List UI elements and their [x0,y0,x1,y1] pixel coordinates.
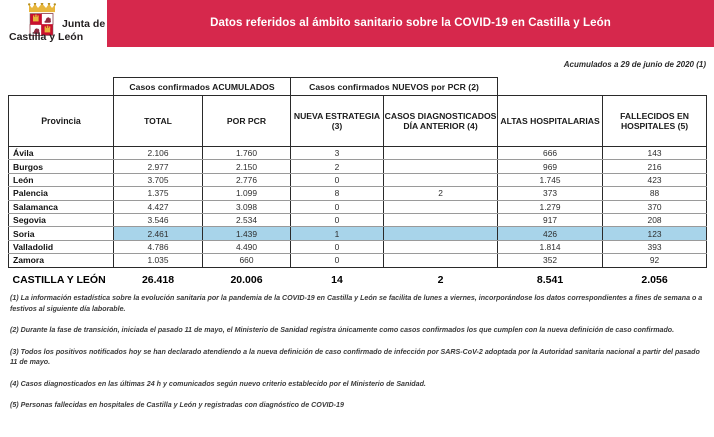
cell-por-pcr: 1.439 [203,227,291,240]
cell-por-pcr: 2.776 [203,173,291,186]
table-row [9,213,707,226]
cell-por-pcr: 1.099 [203,187,291,200]
cell-total: 3.546 [114,213,203,226]
cell-altas: 373 [498,187,603,200]
total-cell-por-pcr: 20.006 [230,273,263,286]
cell-nueva-estrategia: 0 [291,240,384,253]
table-row [9,147,707,160]
cell-por-pcr: 1.760 [203,147,291,160]
cell-provincia: Palencia [9,187,114,200]
table-row [9,160,707,173]
cell-nueva-estrategia: 8 [291,187,384,200]
cell-fallecidos: 208 [603,213,707,226]
cell-nueva-estrategia: 2 [291,160,384,173]
total-cell-casos-diagnosticados: 2 [437,273,444,286]
group-header-spacer [9,78,114,96]
cell-provincia: Valladolid [9,240,114,253]
cell-fallecidos: 423 [603,173,707,186]
column-header-altas: ALTAS HOSPITALARIAS [498,96,603,147]
cell-altas: 352 [498,254,603,267]
cell-por-pcr: 3.098 [203,200,291,213]
column-header-por-pcr: POR PCR [203,96,291,147]
total-cell-fallecidos: 2.056 [641,273,668,286]
cell-casos-diagnosticados [384,240,498,253]
cell-nueva-estrategia: 3 [291,147,384,160]
cell-fallecidos: 143 [603,147,707,160]
cell-fallecidos: 216 [603,160,707,173]
cell-por-pcr: 2.150 [203,160,291,173]
table-row [9,200,707,213]
footnotes [10,293,705,422]
cell-casos-diagnosticados: 2 [384,187,498,200]
cell-provincia: Burgos [9,160,114,173]
page-header [0,0,714,48]
cell-total: 4.786 [114,240,203,253]
cell-total: 4.427 [114,200,203,213]
group-header-spacer-altas [498,78,603,96]
cell-casos-diagnosticados [384,160,498,173]
logo-line-2: Castilla y León [9,30,84,43]
footnote-3: (3) Todos los positivos notificados hoy se han declarado atendiendo a la nueva definición de caso confirmado de infección por SARS-CoV-2 adoptada por la Autoridad sanitaria nacional a partir del pasado 11 de mayo. [10,347,700,366]
cell-por-pcr: 4.490 [203,240,291,253]
footnote-4: (4) Casos diagnosticados en las últimas 24 h y comunicados según nuevo criterio establecido por el Ministerio de Sanidad. [10,379,426,388]
cell-altas: 1.279 [498,200,603,213]
cell-provincia: León [9,173,114,186]
cell-provincia: Salamanca [9,200,114,213]
cell-fallecidos: 92 [603,254,707,267]
group-header-row [9,78,707,96]
cell-provincia: Soria [9,227,114,240]
total-cell-provincia: CASTILLA Y LEÓN [12,273,106,286]
cell-casos-diagnosticados [384,200,498,213]
cell-total: 1.375 [114,187,203,200]
cell-fallecidos: 88 [603,187,707,200]
table-total-row [9,267,707,290]
table-row [9,187,707,200]
cell-total: 2.106 [114,147,203,160]
cell-total: 1.035 [114,254,203,267]
total-cell-altas: 8.541 [536,273,564,286]
cell-por-pcr: 2.534 [203,213,291,226]
cell-total: 2.977 [114,160,203,173]
cell-total: 3.705 [114,173,203,186]
cell-casos-diagnosticados [384,213,498,226]
cell-nueva-estrategia: 0 [291,173,384,186]
cell-casos-diagnosticados [384,227,498,240]
junta-castilla-y-leon-logo [8,2,106,48]
cell-provincia: Ávila [9,147,114,160]
column-header-provincia: Provincia [9,96,114,147]
cell-casos-diagnosticados [384,173,498,186]
cell-altas: 666 [498,147,603,160]
page-title: Datos referidos al ámbito sanitario sobre la COVID-19 en Castilla y León [210,17,611,29]
table-row [9,173,707,186]
group-header-spacer-fallecidos [603,78,707,96]
cell-altas: 1.814 [498,240,603,253]
column-header-casos-diagnosticados: CASOS DIAGNOSTICADOS DÍA ANTERIOR (4) [384,96,498,147]
column-header-row [9,96,707,147]
footnote-2: (2) Durante la fase de transición, iniciada el pasado 11 de mayo, el Ministerio de Sanidad registra únicamente como casos confirmados los que cumplen con la nueva definición de caso confirmado. [10,326,675,334]
total-cell-nueva-estrategia: 14 [331,273,343,286]
cell-altas: 969 [498,160,603,173]
column-header-fallecidos: FALLECIDOS EN HOSPITALES (5) [603,96,707,147]
accumulated-date-label: Acumulados a 29 de junio de 2020 (1) [563,60,706,69]
table-row [9,254,707,267]
cell-total: 2.461 [114,227,203,240]
cell-nueva-estrategia: 0 [291,213,384,226]
total-cell-total: 26.418 [141,273,175,286]
cell-fallecidos: 370 [603,200,707,213]
table-row [9,227,707,240]
cell-casos-diagnosticados [384,254,498,267]
covid-data-table-container [8,77,706,290]
title-banner [107,0,714,47]
cell-fallecidos: 123 [603,227,707,240]
cell-altas: 426 [498,227,603,240]
group-header-nuevos: Casos confirmados NUEVOS por PCR (2) [291,78,498,96]
footnote-1: (1) La información estadística sobre la evolución sanitaria por la pandemia de la COVID-19 en Castilla y León se facilita de lunes a viernes, incorporándose los datos correspondientes a fines de semana o a festivos al siguiente día laborable. [10,294,703,313]
table-body [9,147,707,290]
column-header-total: TOTAL [114,96,203,147]
covid-data-table [8,77,707,290]
group-header-acumulados: Casos confirmados ACUMULADOS [114,78,291,96]
logo-wordmark [8,18,106,43]
table-head [9,78,707,147]
cell-provincia: Segovia [9,213,114,226]
logo-line-1: Junta de [62,18,106,30]
cell-casos-diagnosticados [384,147,498,160]
footnote-5: (5) Personas fallecidas en hospitales de Castilla y León y registradas con diagnóstico de COVID-19 [10,401,344,409]
cell-fallecidos: 393 [603,240,707,253]
cell-altas: 917 [498,213,603,226]
cell-nueva-estrategia: 0 [291,254,384,267]
cell-nueva-estrategia: 1 [291,227,384,240]
table-row [9,240,707,253]
cell-altas: 1.745 [498,173,603,186]
cell-por-pcr: 660 [203,254,291,267]
cell-provincia: Zamora [9,254,114,267]
column-header-nueva-estrategia: NUEVA ESTRATEGIA (3) [291,96,384,147]
cell-nueva-estrategia: 0 [291,200,384,213]
